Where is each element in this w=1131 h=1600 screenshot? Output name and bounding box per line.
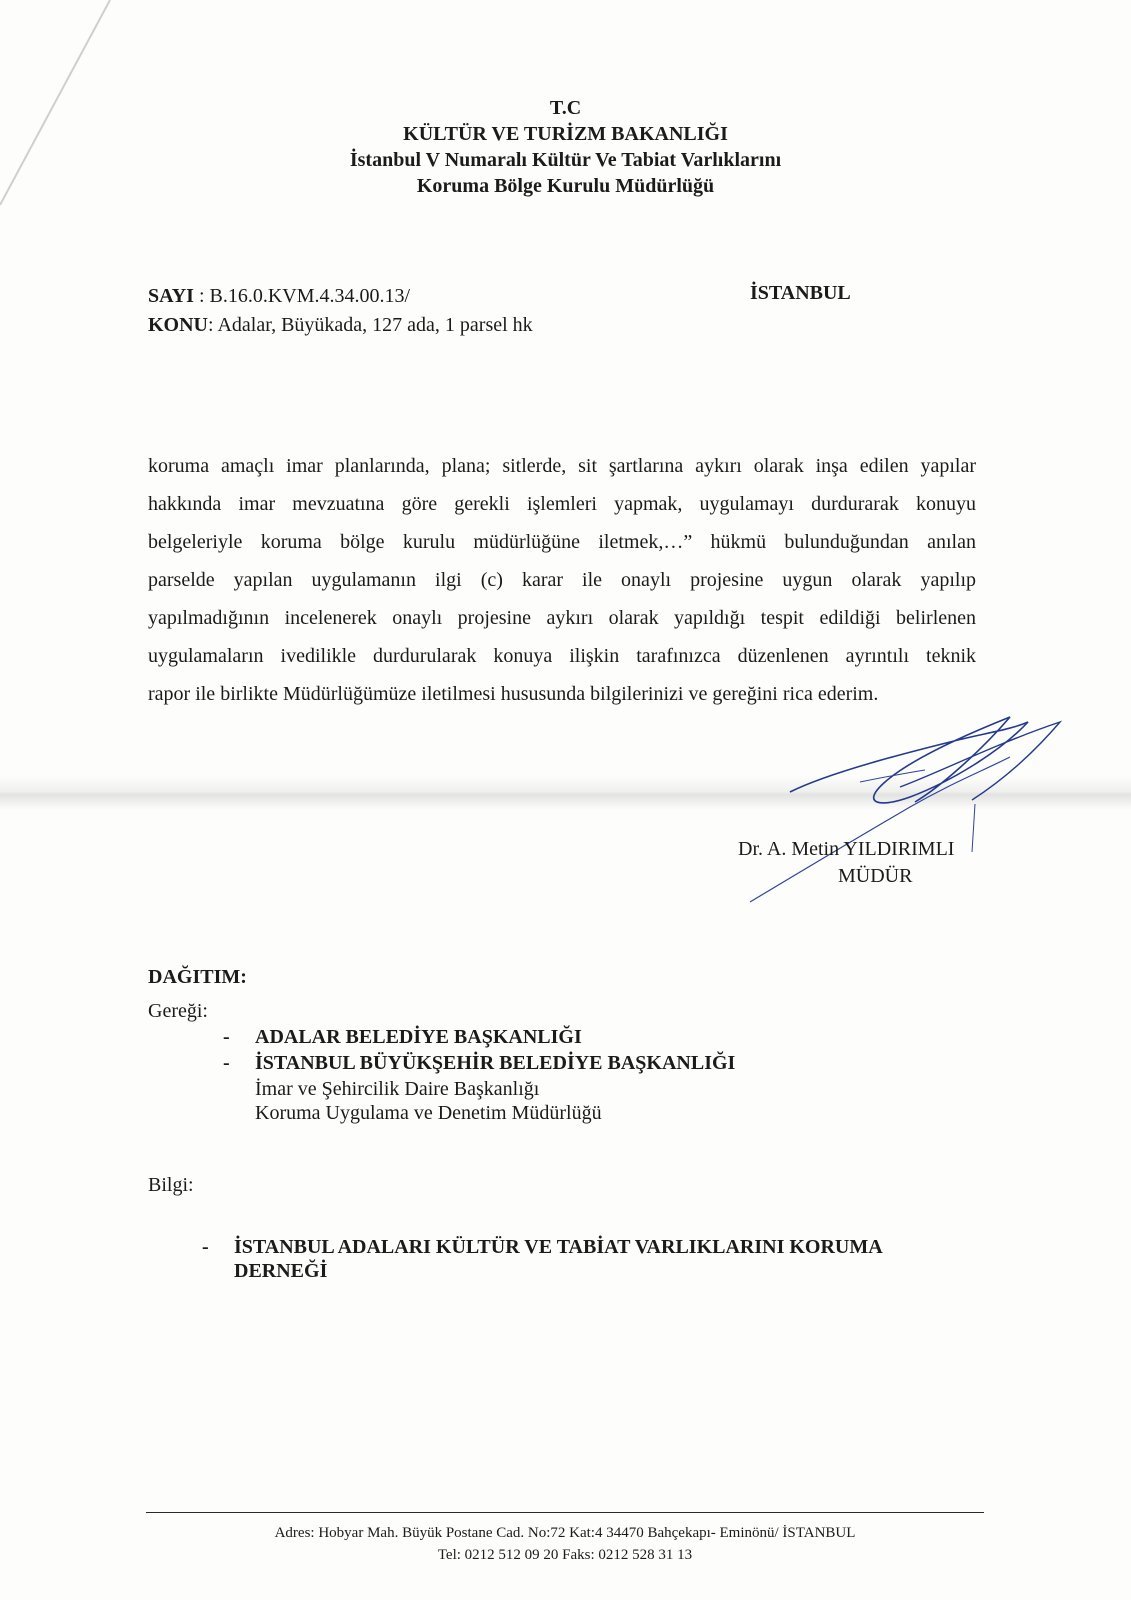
geregi-label: Gereği: bbox=[148, 1000, 208, 1022]
header-board-line2: Koruma Bölge Kurulu Müdürlüğü bbox=[416, 175, 715, 197]
list-dash: - bbox=[223, 1052, 230, 1074]
body-line: yapılmadığının incelenerek onaylı projesine aykırı olarak yapıldığı tespit edildiği belirlenen bbox=[148, 607, 976, 629]
signatory-name: Dr. A. Metin YILDIRIMLI bbox=[738, 838, 955, 860]
recipient-name: ADALAR BELEDİYE BAŞKANLIĞI bbox=[255, 1026, 582, 1048]
recipient-sub-line: Koruma Uygulama ve Denetim Müdürlüğü bbox=[255, 1102, 602, 1124]
city-label: İSTANBUL bbox=[750, 282, 851, 304]
body-line: belgeleriyle koruma bölge kurulu müdürlüğüne iletmek,…” hükmü bulunduğundan anılan bbox=[148, 531, 976, 553]
recipient-sub-line: İmar ve Şehircilik Daire Başkanlığı bbox=[255, 1078, 540, 1100]
footer-contact: Tel: 0212 512 09 20 Faks: 0212 528 31 13 bbox=[437, 1547, 693, 1563]
sayi-row bbox=[148, 282, 533, 311]
distribution-title: DAĞITIM: bbox=[148, 966, 247, 988]
body-line: rapor ile birlikte Müdürlüğümüze iletilmesi hususunda bilgilerinizi ve gereğini rica ederim. bbox=[148, 683, 879, 705]
recipient-dernek bbox=[202, 1234, 883, 1260]
sayi-label: SAYI bbox=[148, 285, 194, 307]
sayi-value: : B.16.0.KVM.4.34.00.13/ bbox=[198, 285, 411, 307]
recipient-dernek-line2: DERNEĞİ bbox=[234, 1260, 328, 1282]
header-tc: T.C bbox=[549, 97, 582, 119]
letterhead bbox=[0, 95, 1131, 199]
konu-row bbox=[148, 311, 533, 340]
recipient-adalar bbox=[223, 1024, 582, 1050]
recipient-name: İSTANBUL ADALARI KÜLTÜR VE TABİAT VARLIKLARINI KORUMA bbox=[234, 1236, 883, 1258]
footer-divider bbox=[146, 1512, 984, 1513]
recipient-name: İSTANBUL BÜYÜKŞEHİR BELEDİYE BAŞKANLIĞI bbox=[255, 1052, 736, 1074]
list-dash: - bbox=[223, 1026, 230, 1048]
footer bbox=[146, 1522, 984, 1566]
bilgi-label: Bilgi: bbox=[148, 1174, 194, 1196]
body-line: hakkında imar mevzuatına göre gerekli işlemleri yapmak, uygulamayı durdurarak konuyu bbox=[148, 493, 976, 515]
list-dash: - bbox=[202, 1236, 209, 1258]
konu-value: : Adalar, Büyükada, 127 ada, 1 parsel hk bbox=[208, 314, 533, 336]
signatory bbox=[738, 836, 954, 890]
header-board-line1: İstanbul V Numaralı Kültür Ve Tabiat Varlıklarını bbox=[349, 149, 782, 171]
reference-block bbox=[148, 282, 533, 340]
body-line: koruma amaçlı imar planlarında, plana; sitlerde, sit şartlarına aykırı olarak inşa edilen yapılar bbox=[148, 455, 976, 477]
signatory-title: MÜDÜR bbox=[838, 865, 913, 887]
body-line: uygulamaların ivedilikle durdurularak konuya ilişkin tarafınızca düzenlenen ayrıntılı teknik bbox=[148, 645, 976, 667]
recipient-ibb bbox=[223, 1050, 736, 1076]
header-ministry: KÜLTÜR VE TURİZM BAKANLIĞI bbox=[403, 123, 728, 145]
konu-label: KONU bbox=[148, 314, 208, 336]
footer-address: Adres: Hobyar Mah. Büyük Postane Cad. No:72 Kat:4 34470 Bahçekapı- Eminönü/ İSTANBUL bbox=[274, 1525, 856, 1541]
letter-body bbox=[148, 447, 976, 713]
body-line: parselde yapılan uygulamanın ilgi (c) karar ile onaylı projesine uygun olarak yapılıp bbox=[148, 569, 976, 591]
